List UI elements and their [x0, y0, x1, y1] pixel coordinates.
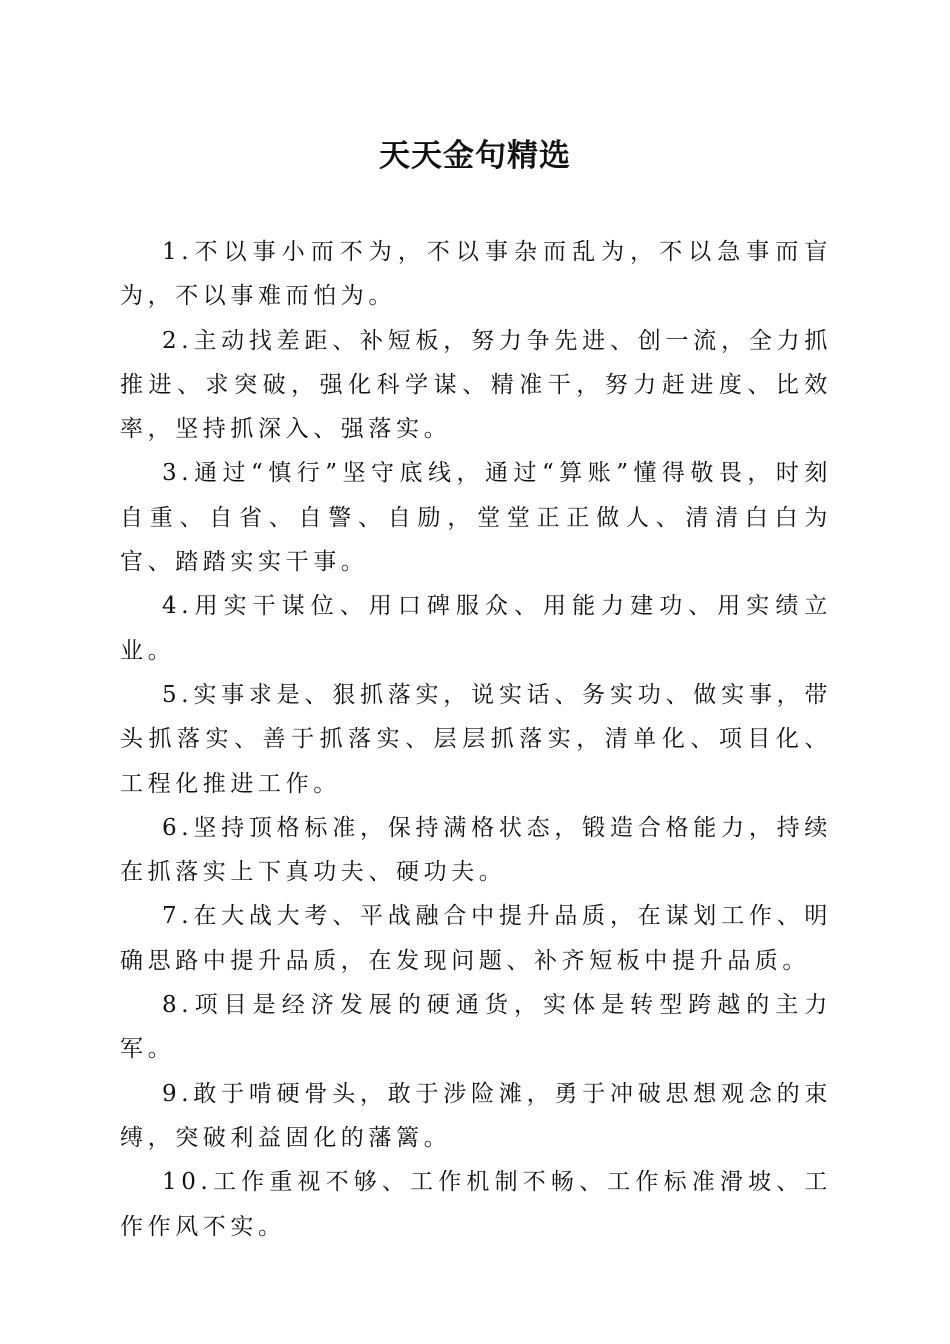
list-item: 7.在大战大考、平战融合中提升品质，在谋划工作、明确思路中提升品质，在发现问题、补齐短板中提升品质。 — [120, 903, 832, 974]
list-item: 3.通过“慎行”坚守底线，通过“算账”懂得敬畏，时刻自重、自省、自警、自励，堂堂正正做人、清清白白为官、踏踏实实干事。 — [120, 460, 832, 576]
list-item: 9.敢于啃硬骨头，敢于涉险滩，勇于冲破思想观念的束缚，突破利益固化的藩篱。 — [120, 1080, 832, 1151]
list-item: 6.坚持顶格标准，保持满格状态，锻造合格能力，持续在抓落实上下真功夫、硬功夫。 — [120, 814, 832, 886]
list-item: 4.用实干谋位、用口碑服众、用能力建功、用实绩立业。 — [120, 593, 832, 664]
list-item: 5.实事求是、狠抓落实，说实话、务实功、做实事，带头抓落实、善于抓落实、层层抓落实，清单化、项目化、工程化推进工作。 — [120, 681, 832, 797]
quote-list — [120, 230, 832, 1249]
list-item: 8.项目是经济发展的硬通货，实体是转型跨越的主力军。 — [120, 992, 832, 1063]
list-item: 2.主动找差距、补短板，努力争先进、创一流，全力抓推进、求突破，强化科学谋、精准干，努力赶进度、比效率，坚持抓深入、强落实。 — [120, 327, 832, 443]
list-item: 1.不以事小而不为，不以事杂而乱为，不以急事而盲为，不以事难而怕为。 — [120, 239, 832, 310]
list-item: 10.工作重视不够、工作机制不畅、工作标准滑坡、工作作风不实。 — [120, 1169, 832, 1240]
page-title: 天天金句精选 — [379, 138, 571, 174]
